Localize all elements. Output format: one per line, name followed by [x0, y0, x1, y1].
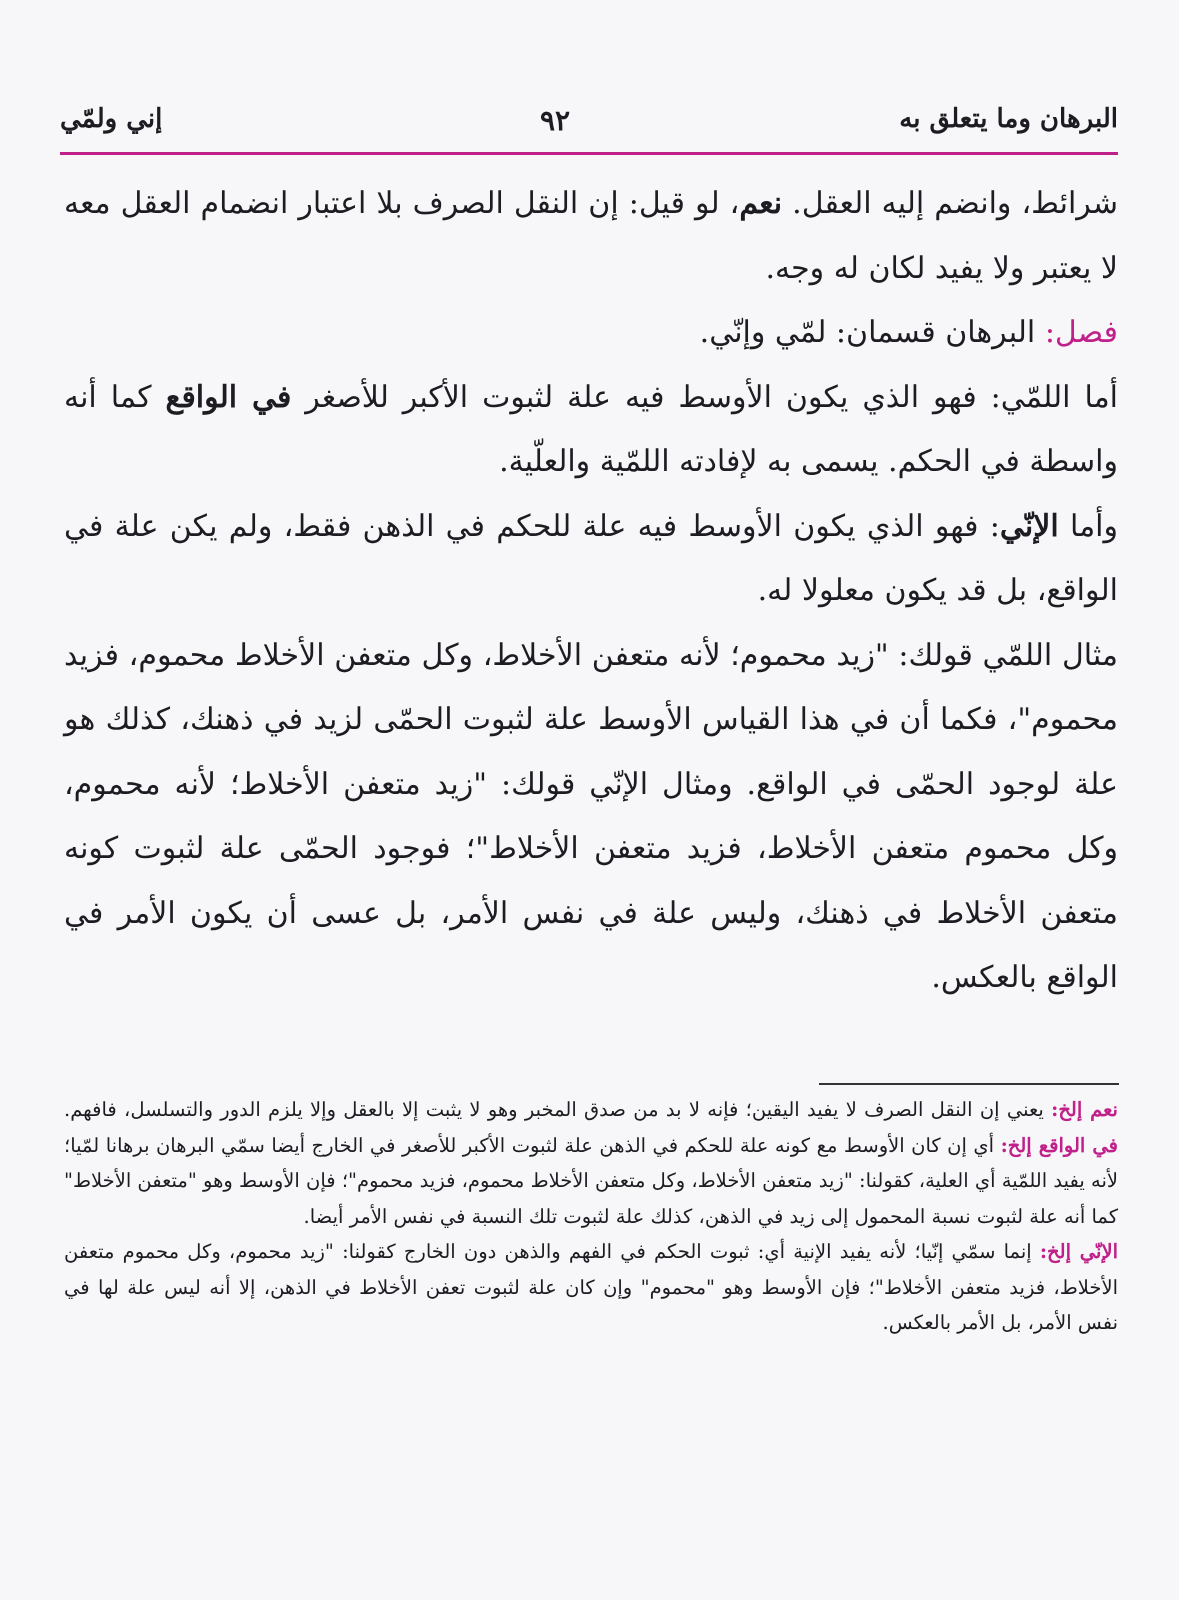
p4-text-a: وأما	[1058, 508, 1118, 544]
p2-text: البرهان قسمان: لمّي وإنّي.	[699, 315, 1045, 350]
footnote-2-text: أي إن كان الأوسط مع كونه علة للحكم في الذهن علة لثبوت الأكبر للأصغر في الخارج أيضا سمّي البرهان برهانا لمّيا؛ لأنه يفيد اللمّية أي العلية، كقولنا: "زيد متعفن الأخلاط، وكل متعفن الأخلاط محموم، فزيد محموم"؛ فإن الأوسط وهو "متعفن الأخلاط" كما أنه علة لثبوت نسبة المحمول إلى زيد في الذهن، كذلك علة لثبوت تلك النسبة في نفس الأمر أيضا.	[64, 1133, 1118, 1228]
running-title-right: البرهان وما يتعلق به	[899, 104, 1118, 134]
page-number: ٩٢	[540, 104, 571, 137]
footnote-3-head: الإنّي إلخ:	[1039, 1240, 1118, 1263]
footnote-1	[64, 1092, 1118, 1234]
running-title-left: إني ولمّي	[60, 104, 163, 134]
footnote-rule	[819, 1083, 1119, 1085]
paragraph-3	[64, 366, 1118, 495]
p3-text-a: أما اللمّي: فهو الذي يكون الأوسط فيه علة لثبوت الأكبر للأصغر	[291, 379, 1119, 415]
paragraph-1	[64, 172, 1118, 301]
paragraph-4	[64, 495, 1118, 624]
paragraph-2	[64, 301, 1118, 366]
footnote-1-head: نعم إلخ:	[1051, 1098, 1118, 1121]
p4-bold-word: الإنّي	[999, 508, 1059, 544]
header-rule	[60, 152, 1118, 155]
p1-bold-word: نعم	[739, 186, 783, 221]
page-header	[60, 104, 1118, 150]
footnote-3-text: إنما سمّي إنّيا؛ لأنه يفيد الإنية أي: ثبوت الحكم في الفهم والذهن دون الخارج كقولنا: "زيد محموم، وكل محموم متعفن الأخلاط، فزيد متعفن الأخلاط"؛ فإن الأوسط وهو "محموم" وإن كان علة لثبوت تعفن الأخلاط في الذهن، إلا أنه ليس علة لها في نفس الأمر، بل الأمر بالعكس.	[64, 1240, 1118, 1334]
p1-text-c: ، لو قيل: إن النقل الصرف بلا اعتبار انضمام العقل معه لا يعتبر ولا يفيد لكان له وجه.	[64, 186, 1118, 286]
footnote-1-text: يعني إن النقل الصرف لا يفيد اليقين؛ فإنه لا بد من صدق المخبر وهو لا يثبت إلا بالعقل وإلا يلزم الدور والتسلسل، فافهم.	[64, 1098, 1052, 1121]
footnote-3	[64, 1234, 1118, 1341]
footnotes	[64, 1092, 1118, 1341]
main-text	[64, 172, 1118, 1011]
p1-text-a: شرائط، وانضم إليه العقل.	[782, 186, 1118, 221]
p4-text-c: : فهو الذي يكون الأوسط فيه علة للحكم في الذهن فقط، ولم يكن علة في الواقع، بل قد يكون معلولا له.	[64, 508, 1118, 608]
paragraph-5: مثال اللمّي قولك: "زيد محموم؛ لأنه متعفن الأخلاط، وكل متعفن الأخلاط محموم، فزيد محموم"، فكما أن في هذا القياس الأوسط علة لثبوت الحمّى لزيد في ذهنك، كذلك هو علة لوجود الحمّى في الواقع. ومثال الإنّي قولك: "زيد متعفن الأخلاط؛ لأنه محموم، وكل محموم متعفن الأخلاط، فزيد متعفن الأخلاط"؛ فوجود الحمّى علة لثبوت كونه متعفن الأخلاط في ذهنك، وليس علة في نفس الأمر، بل عسى أن يكون الأمر في الواقع بالعكس.	[64, 637, 1118, 995]
p3-text-c: كما أنه واسطة في الحكم. يسمى به لإفادته اللمّية والعلّية.	[64, 379, 1118, 479]
footnote-2-head: في الواقع إلخ:	[1000, 1133, 1118, 1157]
p3-bold-phrase: في الواقع	[165, 379, 292, 415]
section-heading: فصل:	[1044, 315, 1118, 350]
